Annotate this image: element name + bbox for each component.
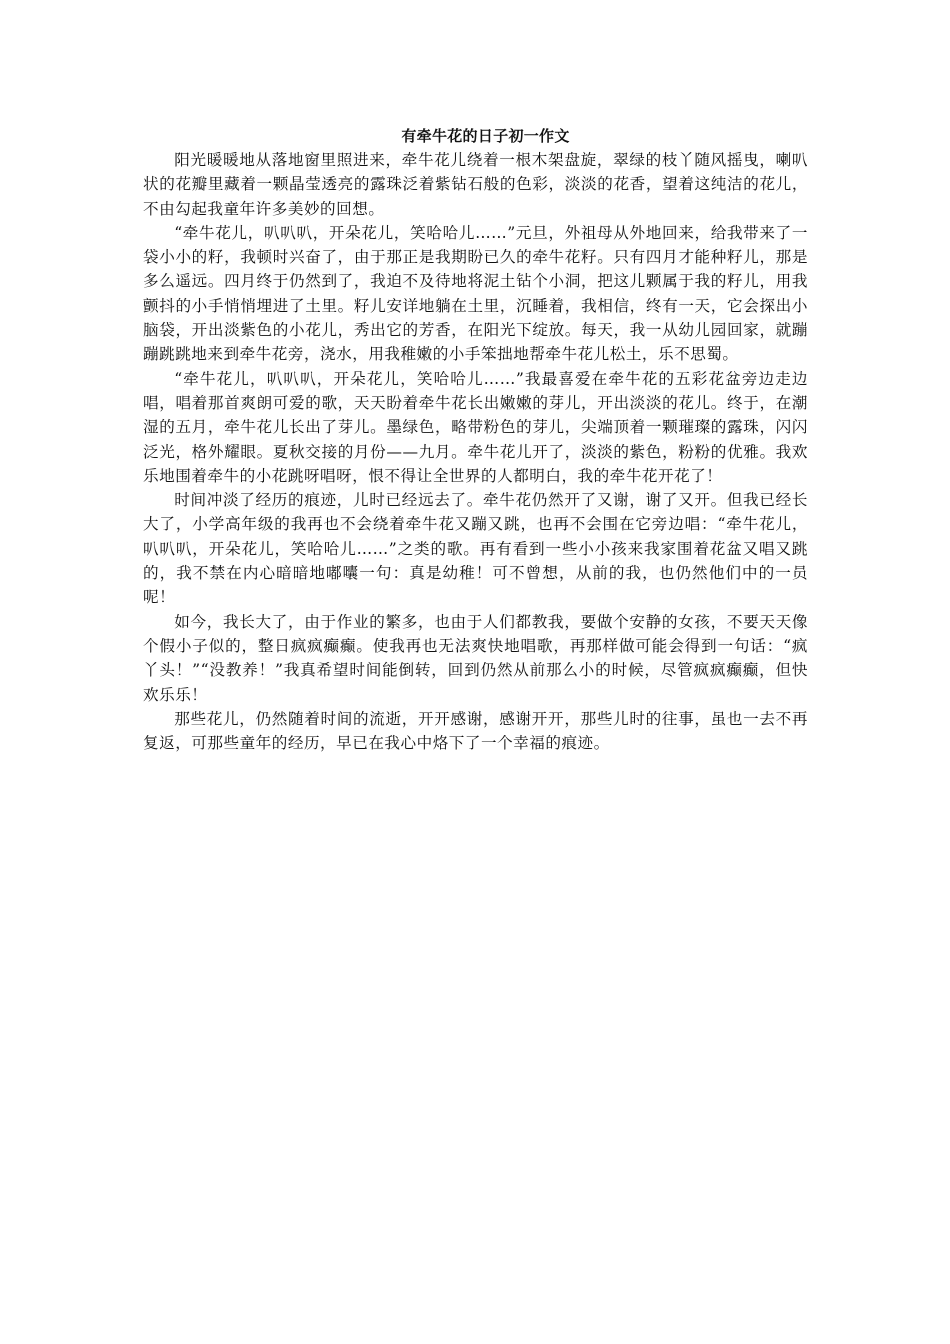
document-title: 有牵牛花的日子初一作文 (401, 127, 570, 145)
paragraph-2: “牵牛花儿，叭叭叭，开朵花儿，笑哈哈儿……”元旦，外祖母从外地回来，给我带来了一袋小小的籽，我顿时兴奋了，由于那正是我期盼已久的牵牛花籽。只有四月才能种籽儿，那是多么遥远。四月终于仍然到了，我迫不及待地将泥土钻个小洞，把这儿颗属于我的籽儿，用我颤抖的小手悄悄埋进了土里。籽儿安详地躺在土里，沉睡着，我相信，终有一天，它会探出小脑袋，开出淡紫色的小花儿，秀出它的芳香，在阳光下绽放。每天，我一从幼儿园回家，就蹦蹦跳跳地来到牵牛花旁，浇水，用我稚嫩的小手笨拙地帮牵牛花儿松土，乐不思蜀。 (143, 223, 808, 364)
paragraph-6: 那些花儿，仍然随着时间的流逝，开开感谢，感谢开开，那些儿时的往事，虽也一去不再复返，可那些童年的经历，早已在我心中烙下了一个幸福的痕迹。 (143, 709, 808, 753)
document-page (143, 124, 808, 755)
paragraph-4: 时间冲淡了经历的痕迹，儿时已经远去了。牵牛花仍然开了又谢，谢了又开。但我已经长大了，小学高年级的我再也不会绕着牵牛花又蹦又跳，也再不会围在它旁边唱：“牵牛花儿，叭叭叭，开朵花儿，笑哈哈儿……”之类的歌。再有看到一些小小孩来我家围着花盆又唱又跳的，我不禁在内心暗暗地嘟囔一句：真是幼稚！可不曾想，从前的我，也仍然他们中的一员呢！ (143, 491, 808, 607)
paragraph-1: 阳光暖暖地从落地窗里照进来，牵牛花儿绕着一根木架盘旋，翠绿的枝丫随风摇曳，喇叭状的花瓣里藏着一颗晶莹透亮的露珠泛着紫钻石般的色彩，淡淡的花香，望着这纯洁的花儿，不由勾起我童年许多美妙的回想。 (143, 151, 808, 218)
paragraph-5: 如今，我长大了，由于作业的繁多，也由于人们都教我，要做个安静的女孩，不要天天像个假小子似的，整日疯疯癫癫。使我再也无法爽快地唱歌，再那样做可能会得到一句话：“疯丫头！”“没教养！”我真希望时间能倒转，回到仍然从前那么小的时候，尽管疯疯癫癫，但快欢乐乐！ (143, 612, 808, 704)
paragraph-3: “牵牛花儿，叭叭叭，开朵花儿，笑哈哈儿……”我最喜爱在牵牛花的五彩花盆旁边走边唱，唱着那首爽朗可爱的歌，天天盼着牵牛花长出嫩嫩的芽儿，开出淡淡的花儿。终于，在潮湿的五月，牵牛花儿长出了芽儿。墨绿色，略带粉色的芽儿，尖端顶着一颗璀璨的露珠，闪闪泛光，格外耀眼。夏秋交接的月份——九月。牵牛花儿开了，淡淡的紫色，粉粉的优雅。我欢乐地围着牵牛的小花跳呀唱呀，恨不得让全世界的人都明白，我的牵牛花开花了！ (143, 369, 808, 485)
